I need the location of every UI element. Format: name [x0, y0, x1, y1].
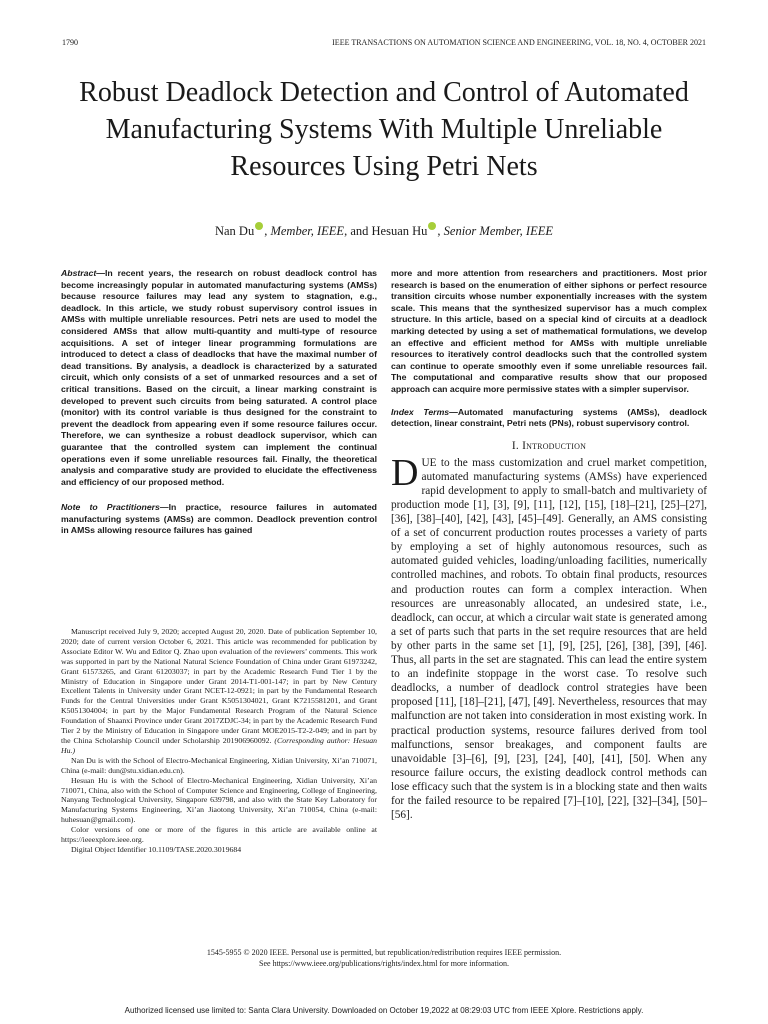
- footnote-author2: Hesuan Hu is with the School of Electro-Mechanical Engineering, Xidian University, Xi’an 710071, China, also with the School of Computer Science and Engineering, College of Engineering, Nanyang Technological University, Singapore 639798, and also with the State Key Laboratory for Manufacturing Systems Engineering, Xi’an Jiaotong University, Xi’an 710054, China (e-mail: huhesuan@gmail.com).: [61, 775, 377, 825]
- footnote-color: Color versions of one or more of the figures in this article are available online at https://ieeexplore.ieee.org.: [61, 825, 377, 845]
- page-number: 1790: [62, 38, 78, 47]
- note-continued: more and more attention from researchers and practitioners. Most prior research is based on the enumeration of either siphons or perfect resource transition circuits whose number exponentially increases with the system scale. This means that the synthesized supervisor has a much complex structure. In this article, based on a special kind of circuits at a deadlock marking detected by using a set of mathematical formulations, we develop an effective and efficient method for AMSs with multiple unreliable resources to iteratively control deadlocks such that the controlled system can continue to operate smoothly even if some unreliable resources fail. The computational and comparative results show that our proposed approach can acquire more permissive states with a simpler supervisor.: [391, 268, 707, 394]
- journal-header: IEEE TRANSACTIONS ON AUTOMATION SCIENCE AND ENGINEERING, VOL. 18, NO. 4, OCTOBER 2021: [332, 38, 706, 47]
- orcid-icon[interactable]: [255, 222, 263, 230]
- footnote-funding: Manuscript received July 9, 2020; accepted August 20, 2020. Date of publication September 10, 2020; date of current version October 6, 2021. This article was recommended for publication by Associate Editor W. Wu and Editor Q. Zhao upon evaluation of the reviewers’ comments. This work was supported in part by the National Natural Science Foundation of China under Grant 61973242, Grant 61573265, and Grant 61203037; in part by the Academic Research Fund Tier 1 by the Ministry of Education in Singapore under Grant 2014-T1-001-147; in part by New Century Excellent Talents in University under Grant NCET-12-0921; in part by the Fundamental Research Funds for the Central Universities under Grant K5051304021, Grant K7215581201, and Grant K5051304004; in part by the Major Fundamental Research Program of the Natural Science Foundation of Shaanxi Province under Grant 2017ZDJC-34; in part by the Academic Research Fund Tier 2 by the Ministry of Education in Singapore under Grant MOE2015-T2-2-049; and in part by the China Scholarship Council under Scholarship 201906960092. (Corresponding author: Hesuan Hu.): [61, 627, 377, 755]
- footnote-author1: Nan Du is with the School of Electro-Mechanical Engineering, Xidian University, Xi’an 710071, China (e-mail: dun@stu.xidian.edu.cn).: [61, 755, 377, 775]
- left-column: [61, 268, 377, 537]
- right-column: [391, 268, 707, 822]
- author-name: Nan Du: [214, 224, 255, 238]
- index-terms-label: Index Terms—: [391, 406, 458, 417]
- copyright-notice: [60, 948, 708, 969]
- note-to-practitioners: [61, 502, 377, 537]
- section-heading: I. Introduction: [511, 439, 587, 452]
- corresponding-author-note: (Corresponding author: Hesuan Hu.): [61, 735, 377, 755]
- footnote-doi: Digital Object Identifier 10.1109/TASE.2020.3019684: [71, 844, 242, 854]
- note-text: —In practice, resource failures in automated manufacturing systems (AMSs) are common. Deadlock prevention control in AMSs allowing resource failures has gained: [61, 502, 377, 536]
- drop-cap: D: [391, 451, 419, 494]
- introduction-body: [391, 451, 707, 822]
- abstract-text: In recent years, the research on robust deadlock control has become increasingly popular in automated manufacturing systems (AMSs) because resource failures may lead any system to stagnation, e.g., deadlock. In this article, we study robust supervisory control issues in AMSs with multiple unreliable resources. Petri nets are used to model the considered AMSs that allow multi-quantity and multi-type of resource acquisitions. A set of integer linear programming formulations are introduced to detect a class of deadlocks that have the maximal number of dead transitions. By analysis, a deadlock is characterized by a saturated circuit, which only consists of a set of unmarked resources and a set of critical transitions. Based on the circuit, a linear marking constraint is developed to prevent such circuits from being saturated. A control place (monitor) with its control variable is thus designed for the constraint to prevent the deadlock from appearing even if some resource failures occur. Therefore, we can synthesize a robust deadlock supervisor, which can guarantee that the controlled system can implement the continual operations even if some unreliable resources fail. Finally, the theoretical analysis and comparative study are provided to elucidate the effectiveness and efficiency of our proposed method.: [61, 268, 377, 487]
- index-terms-text: Automated manufacturing systems (AMSs), deadlock detection, linear constraint, Petri nets (PNs), robust supervisory control.: [391, 406, 707, 429]
- author-line: Nan Du , Member, IEEE, and Hesuan Hu , Senior Member, IEEE: [214, 224, 553, 238]
- footnotes: [61, 627, 377, 855]
- author-affiliation: Member, IEEE: [270, 224, 345, 238]
- author-connector: , and: [344, 224, 372, 238]
- license-bar: Authorized licensed use limited to: Santa Clara University. Downloaded on October 19,2022 at 08:29:03 UTC from IEEE Xplore. Restrictions apply.: [124, 1006, 644, 1015]
- index-terms: [391, 407, 707, 430]
- copyright-line: 1545-5955 © 2020 IEEE. Personal use is permitted, but republication/redistribution requires IEEE permission.: [206, 948, 562, 957]
- author-name: Hesuan Hu: [371, 224, 428, 238]
- author-affiliation: Senior Member, IEEE: [443, 224, 553, 238]
- introduction-text: UE to the mass customization and cruel market competition, automated manufacturing systems (AMSs) have experienced rapid development to apply to small-batch and multivariety of production mode [1], [3], [9], [11], [12], [15], [18]–[21], [25]–[27], [36], [38]–[40], [42], [43], [45]–[49]. Generally, an AMS consisting of a set of concurrent production routes processes a variety of parts by employing a set of highly autonomous resources, such as automated guided vehicles, loading/unloading facilities, numerically controlled machines, and robots. To obtain final products, resources and production routes can form a complex interaction. When resources are unreasonably allocated, an undesired state, i.e., deadlock, can occur, at which a circular wait state is generated among a set of parts such that parts in the set require resources that are held by other parts in the same set [1], [9], [25], [26], [38], [39], [46]. Thus, all parts in the set are stagnated. This can lead the entire system to an indefinite stoppage in the worst case. To resolve such deadlocks, a number of deadlock control strategies have been proposed [11], [18]–[21], [47], [49]. Nevertheless, resources that may malfunction are not taken into consideration in most existing work. In practical production systems, resource failures derived from tool malfunctions, sensor breakages, and component faults are unavoidable [3]–[6], [9], [23], [24], [40], [41], [50]. When any resource failure occurs, the existing deadlock control methods can lose efficacy such that the system is in a blocking state and then waits for the failed resource to be repaired [7]–[10], [22], [32]–[34], [50]–[56].: [391, 456, 707, 822]
- paper-title: Robust Deadlock Detection and Control of Automated Manufacturing Systems With Multiple Unreliable Resources Using Petri Nets: [79, 77, 689, 182]
- abstract-label: Abstract—: [61, 268, 105, 278]
- note-label: Note to Practitioners: [61, 502, 160, 513]
- abstract: [61, 268, 377, 488]
- orcid-icon[interactable]: [428, 222, 436, 230]
- rights-link[interactable]: See https://www.ieee.org/publications/rights/index.html for more information.: [259, 958, 509, 968]
